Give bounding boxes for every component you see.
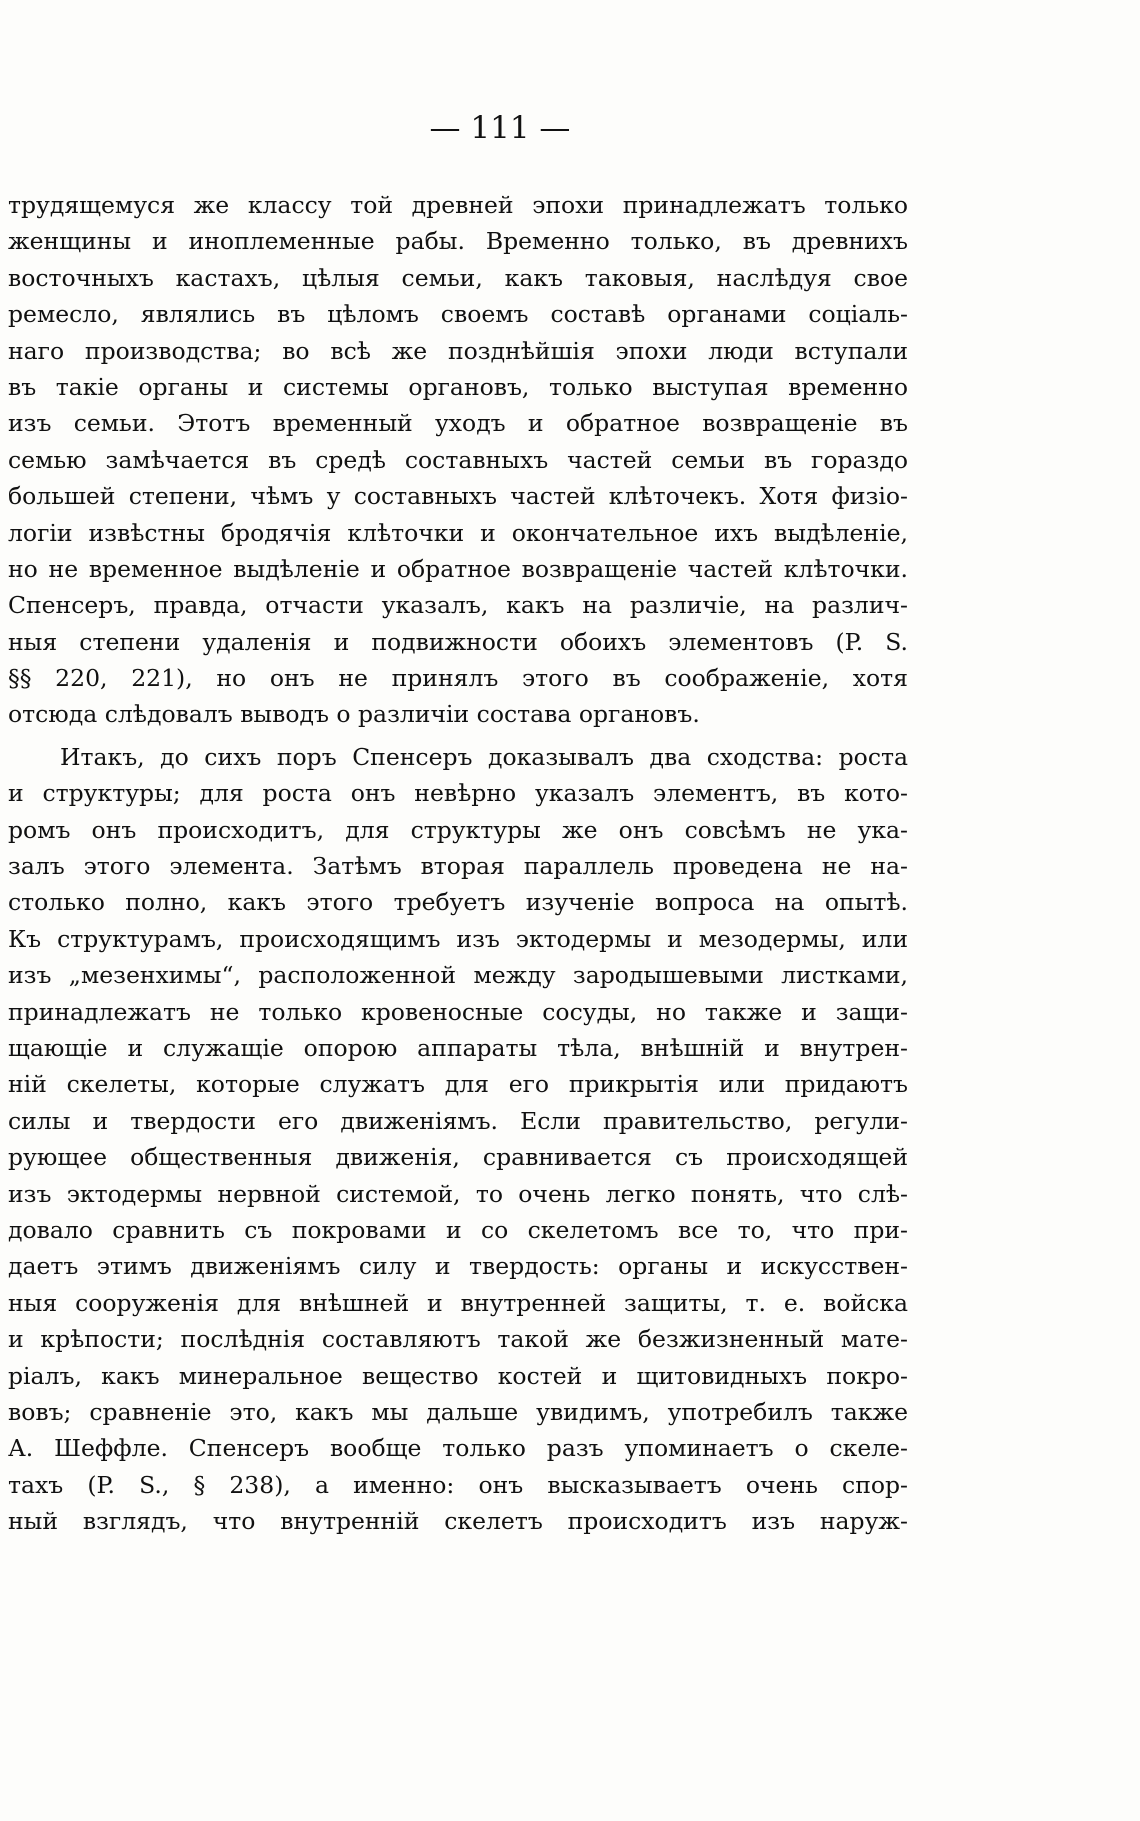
- text-line: Къ структурамъ, происходящимъ изъ эктодермы и мезодермы, или: [8, 924, 908, 953]
- text-line: §§ 220, 221), но онъ не принялъ этого въ соображеніе, хотя: [8, 664, 908, 693]
- text-line: и крѣпости; послѣднія составляютъ такой же безжизненный мате-: [8, 1325, 908, 1354]
- text-line: и структуры; для роста онъ невѣрно указалъ элементъ, въ кото-: [8, 779, 908, 808]
- text-line: ный взглядъ, что внутренній скелетъ происходитъ изъ наруж-: [8, 1507, 908, 1536]
- text-line: довало сравнить съ покровами и со скелетомъ все то, что при-: [8, 1215, 908, 1244]
- text-line: вовъ; сравненіе это, какъ мы дальше увидимъ, употребилъ также: [8, 1397, 908, 1426]
- text-line: семью замѣчается въ средѣ составныхъ частей семьи въ гораздо: [8, 445, 908, 474]
- text-line: даетъ этимъ движеніямъ силу и твердость: органы и искусствен-: [8, 1252, 908, 1281]
- text-line: ныя степени удаленія и подвижности обоихъ элементовъ (P. S.: [8, 627, 908, 656]
- text-line: наго производства; во всѣ же позднѣйшія эпохи люди вступали: [8, 336, 908, 365]
- text-line: Спенсеръ, правда, отчасти указалъ, какъ на различіе, на различ-: [8, 591, 908, 620]
- text-line: рующее общественныя движенія, сравнивается съ происходящей: [8, 1143, 908, 1172]
- text-line: Итакъ, до сихъ поръ Спенсеръ доказывалъ два сходства: роста: [60, 742, 908, 771]
- text-line: большей степени, чѣмъ у составныхъ частей клѣточекъ. Хотя физіо-: [8, 482, 908, 511]
- text-line: тахъ (P. S., § 238), а именно: онъ высказываетъ очень спор-: [8, 1470, 908, 1499]
- paragraph-2: [8, 739, 908, 1540]
- text-line: ремесло, являлись въ цѣломъ своемъ составѣ органами соціаль-: [8, 300, 908, 329]
- text-line: отсюда слѣдовалъ выводъ о различіи состава органовъ.: [8, 700, 700, 729]
- text-line: силы и твердости его движеніямъ. Если правительство, регули-: [8, 1106, 908, 1135]
- text-line: изъ „мезенхимы“, расположенной между зародышевыми листками,: [8, 961, 908, 990]
- text-line: столько полно, какъ этого требуетъ изученіе вопроса на опытѣ.: [8, 888, 908, 917]
- text-line: женщины и иноплеменные рабы. Временно только, въ древнихъ: [8, 227, 908, 256]
- text-line: ныя сооруженія для внѣшней и внутренней защиты, т. е. войска: [8, 1288, 908, 1317]
- text-line: ромъ онъ происходитъ, для структуры же онъ совсѣмъ не ука-: [8, 815, 908, 844]
- text-line: но не временное выдѣленіе и обратное возвращеніе частей клѣточки.: [8, 554, 908, 583]
- text-line: изъ семьи. Этотъ временный уходъ и обратное возвращеніе въ: [8, 409, 908, 438]
- text-line: ріалъ, какъ минеральное вещество костей и щитовидныхъ покро-: [8, 1361, 908, 1390]
- text-line: принадлежатъ не только кровеносные сосуды, но также и защи-: [8, 997, 908, 1026]
- text-line: щающіе и служащіе опорою аппараты тѣла, внѣшній и внутрен-: [8, 1033, 908, 1062]
- text-line: восточныхъ кастахъ, цѣлыя семьи, какъ таковыя, наслѣдуя свое: [8, 263, 908, 292]
- text-line: логіи извѣстны бродячія клѣточки и окончательное ихъ выдѣленіе,: [8, 518, 908, 547]
- paragraph-1: [8, 187, 908, 733]
- text-line: изъ эктодермы нервной системой, то очень легко понять, что слѣ-: [8, 1179, 908, 1208]
- text-line: трудящемуся же классу той древней эпохи принадлежатъ только: [8, 191, 908, 219]
- text-line: залъ этого элемента. Затѣмъ вторая параллель проведена не на-: [8, 852, 908, 881]
- text-line: А. Шеффле. Спенсеръ вообще только разъ упоминаетъ о скеле-: [8, 1434, 908, 1463]
- text-line: ній скелеты, которые служатъ для его прикрытія или придаютъ: [8, 1070, 908, 1099]
- body-text: [8, 187, 908, 1539]
- text-line: въ такіе органы и системы органовъ, только выступая временно: [8, 372, 908, 401]
- page-number: — 111 —: [429, 110, 571, 146]
